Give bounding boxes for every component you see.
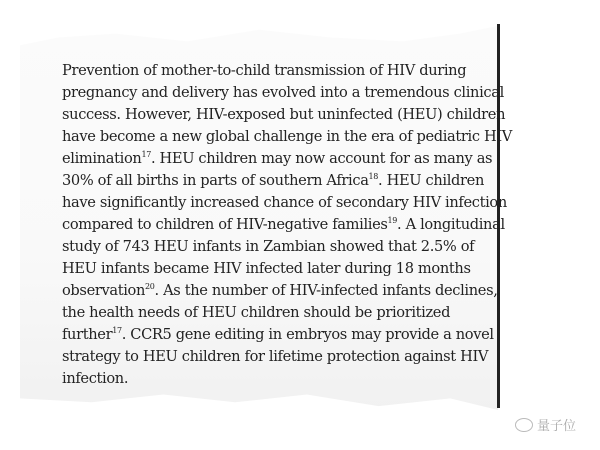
- line-text: . CCR5 gene editing in embryos may provide a novel: [121, 326, 494, 343]
- text-line: [62, 214, 512, 236]
- text-line: [62, 60, 512, 82]
- watermark: [515, 415, 576, 434]
- line-text: . As the number of HIV-infected infants declines,: [154, 282, 498, 299]
- line-text: have become a new global challenge in the era of pediatric HIV: [62, 128, 512, 145]
- line-text: the health needs of HEU children should be prioritized: [62, 304, 451, 321]
- line-text: infection.: [62, 370, 129, 387]
- line-text: further: [62, 326, 113, 343]
- line-text: compared to children of HIV-negative families: [62, 216, 388, 233]
- text-line: [62, 368, 512, 390]
- citation: 18: [368, 172, 379, 181]
- line-text: . HEU children may now account for as many as: [150, 150, 493, 167]
- paragraph: [62, 60, 512, 390]
- line-text: HEU infants became HIV infected later during 18 months: [62, 260, 471, 277]
- line-text: Prevention of mother-to-child transmission of HIV during: [62, 62, 467, 79]
- watermark-label: 量子位: [537, 419, 577, 434]
- line-text: . HEU children: [378, 172, 484, 189]
- text-line: [62, 126, 512, 148]
- line-text: observation: [62, 282, 146, 299]
- text-line: [62, 82, 512, 104]
- text-line: [62, 302, 512, 324]
- text-line: [62, 148, 512, 170]
- line-text: strategy to HEU children for lifetime protection against HIV: [62, 348, 489, 365]
- text-line: [62, 104, 512, 126]
- text-line: [62, 170, 512, 192]
- citation: 19: [387, 216, 398, 225]
- line-text: success. However, HIV-exposed but uninfected (HEU) children: [62, 106, 506, 123]
- text-line: [62, 236, 512, 258]
- line-text: study of 743 HEU infants in Zambian showed that 2.5% of: [62, 238, 475, 255]
- line-text: elimination: [62, 150, 142, 167]
- line-text: . A longitudinal: [397, 216, 505, 233]
- text-line: [62, 346, 512, 368]
- citation: 17: [141, 150, 151, 159]
- text-line: [62, 192, 512, 214]
- wechat-icon: [515, 418, 533, 432]
- text-line: [62, 258, 512, 280]
- text-line: [62, 280, 512, 302]
- line-text: have significantly increased chance of secondary HIV infection: [62, 194, 507, 211]
- line-text: pregnancy and delivery has evolved into a tremendous clinical: [62, 84, 504, 101]
- citation: 20: [145, 282, 155, 291]
- line-text: 30% of all births in parts of southern Africa: [62, 172, 369, 189]
- text-line: [62, 324, 512, 346]
- citation: 17: [112, 326, 122, 335]
